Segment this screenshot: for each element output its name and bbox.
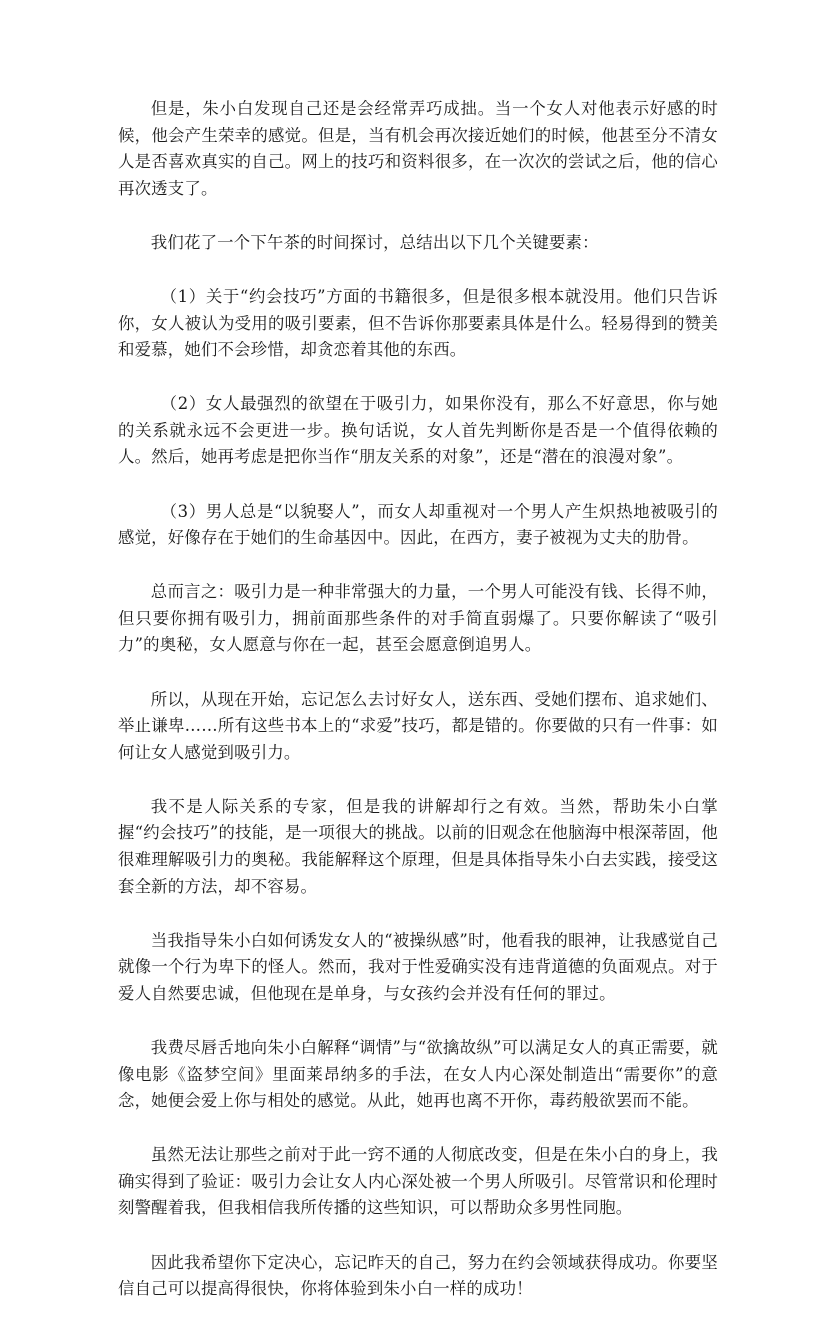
paragraph-advice: 所以，从现在开始，忘记怎么去讨好女人，送东西、受她们摆布、追求她们、举止谦卑……所有这些书本上的“求爱”技巧，都是错的。你要做的只有一件事：如何让女人感觉到吸引力。 xyxy=(118,689,718,762)
document-page xyxy=(118,96,718,1330)
paragraph-guidance: 当我指导朱小白如何诱发女人的“被操纵感”时，他看我的眼神，让我感觉自己就像一个行为卑下的怪人。然而，我对于性爱确实没有违背道德的负面观点。对于爱人自然要忠诚，但他现在是单身，与女孩约会并没有任何的罪过。 xyxy=(118,930,718,1003)
paragraph-closing: 因此我希望你下定决心，忘记昨天的自己，努力在约会领域获得成功。你要坚信自己可以提高得很快，你将体验到朱小白一样的成功！ xyxy=(118,1252,718,1299)
paragraph-point-3: （3）男人总是“以貌娶人”，而女人却重视对一个男人产生炽热地被吸引的感觉，好像存在于她们的生命基因中。因此，在西方，妻子被视为丈夫的肋骨。 xyxy=(118,501,718,548)
paragraph-conclusion: 总而言之：吸引力是一种非常强大的力量，一个男人可能没有钱、长得不帅，但只要你拥有吸引力，拥前面那些条件的对手简直弱爆了。只要你解读了“吸引力”的奥秘，女人愿意与你在一起，甚至会愿意倒追男人。 xyxy=(118,582,718,655)
paragraph-verification: 虽然无法让那些之前对于此一窍不通的人彻底改变，但是在朱小白的身上，我确实得到了验证：吸引力会让女人内心深处被一个男人所吸引。尽管常识和伦理时刻警醒着我，但我相信我所传播的这些知识，可以帮助众多男性同胞。 xyxy=(118,1145,718,1218)
paragraph-point-2: （2）女人最强烈的欲望在于吸引力，如果你没有，那么不好意思，你与她的关系就永远不会更进一步。换句话说，女人首先判断你是否是一个值得依赖的人。然后，她再考虑是把你当作“朋友关系的对象”，还是“潜在的浪漫对象”。 xyxy=(118,394,718,467)
paragraph-intro: 但是，朱小白发现自己还是会经常弄巧成拙。当一个女人对他表示好感的时候，他会产生荣幸的感觉。但是，当有机会再次接近她们的时候，他甚至分不清女人是否喜欢真实的自己。网上的技巧和资料很多，在一次次的尝试之后，他的信心再次透支了。 xyxy=(118,99,718,198)
paragraph-summary-lead: 我们花了一个下午茶的时间探讨，总结出以下几个关键要素： xyxy=(150,232,599,252)
paragraph-point-1: （1）关于“约会技巧”方面的书籍很多，但是很多根本就没用。他们只告诉你，女人被认为受用的吸引要素，但不告诉你那要素具体是什么。轻易得到的赞美和爱慕，她们不会珍惜，却贪恋着其他的东西。 xyxy=(118,286,718,360)
paragraph-explanation: 我费尽唇舌地向朱小白解释“调情”与“欲擒故纵”可以满足女人的真正需要，就像电影《盗梦空间》里面莱昂纳多的手法，在女人内心深处制造出“需要你”的意念，她便会爱上你与相处的感觉。从此，她再也离不开你，毒药般欲罢而不能。 xyxy=(118,1037,718,1111)
paragraph-challenge: 我不是人际关系的专家，但是我的讲解却行之有效。当然，帮助朱小白掌握“约会技巧”的技能，是一项很大的挑战。以前的旧观念在他脑海中根深蒂固，他很难理解吸引力的奥秘。我能解释这个原理，但是具体指导朱小白去实践，接受这套全新的方法，却不容易。 xyxy=(118,796,718,896)
